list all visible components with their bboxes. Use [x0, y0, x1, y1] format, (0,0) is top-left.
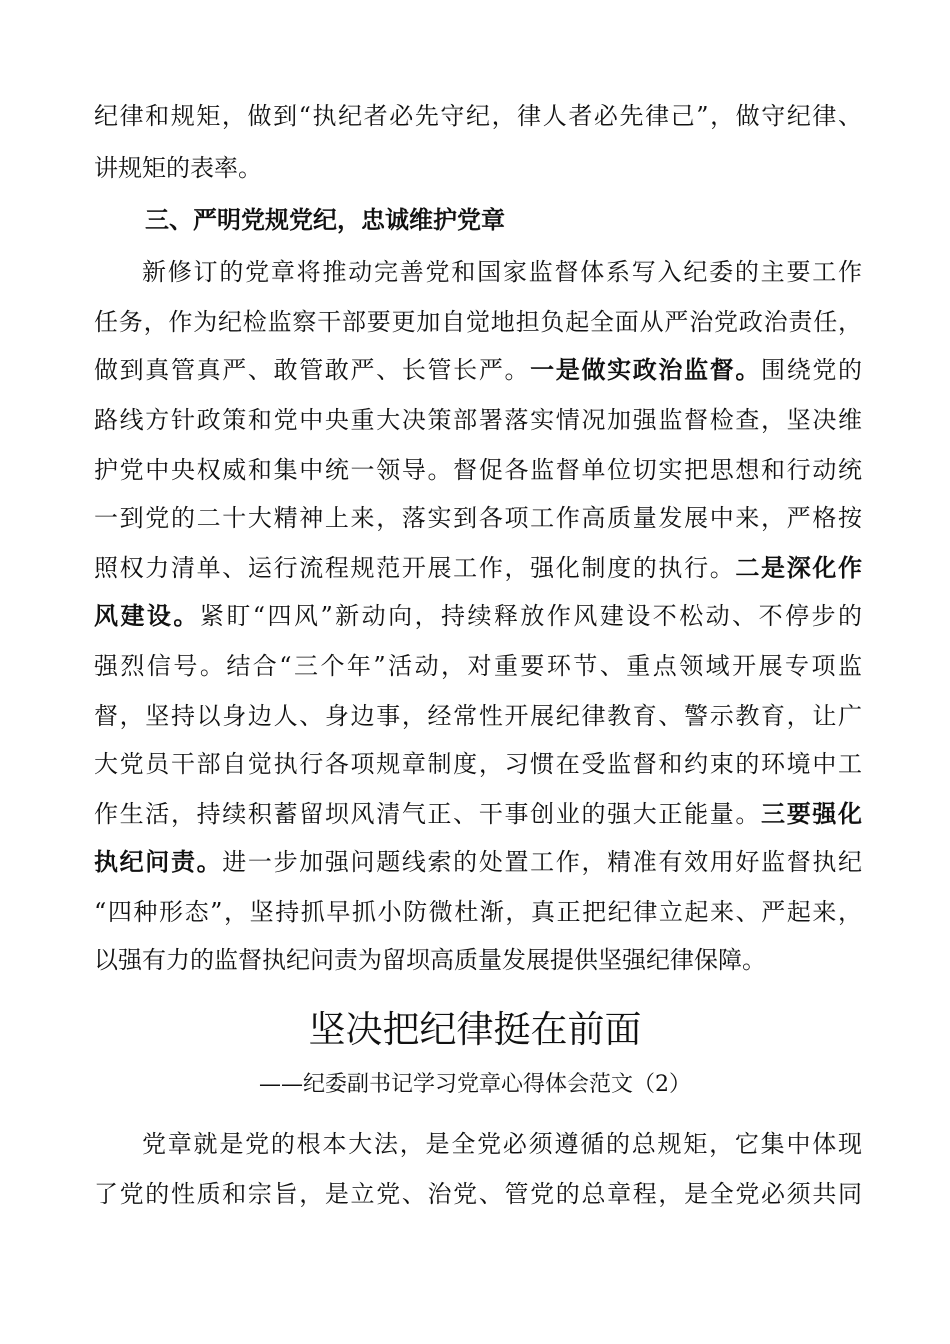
section-heading: 三、严明党规党纪，忠诚维护党章: [145, 206, 505, 234]
paragraph-line: 了党的性质和宗旨，是立党、治党、管党的总章程，是全党必须共同: [94, 1180, 862, 1208]
body-text: 作生活，持续积蓄留坝风清气正、干事创业的强大正能量。: [94, 800, 762, 828]
bold-lead-text: 三要强化: [761, 800, 863, 828]
paragraph-line: 一到党的二十大精神上来，落实到各项工作高质量发展中来，严格按: [94, 504, 862, 532]
article-subtitle: ——纪委副书记学习党章心得体会范文（2）: [259, 1072, 691, 1097]
paragraph-line: 大党员干部自觉执行各项规章制度，习惯在受监督和约束的环境中工: [94, 750, 862, 778]
paragraph-line: [94, 354, 862, 386]
paragraph-line: 任务，作为纪检监察干部要更加自觉地担负起全面从严治党政治责任，: [94, 308, 862, 336]
paragraph-line: [94, 600, 862, 632]
paragraph-line: 路线方针政策和党中央重大决策部署落实情况加强监督检查，坚决维: [94, 406, 862, 434]
body-text: 进一步加强问题线索的处置工作，精准有效用好监督执纪: [222, 848, 863, 876]
body-text: 紧盯“四风”新动向，持续释放作风建设不松动、不停步的: [199, 602, 862, 630]
paragraph-line: 纪律和规矩，做到“执纪者必先守纪，律人者必先律己”，做守纪律、: [94, 102, 862, 130]
body-text: 做到真管真严、敢管敢严、长管长严。: [94, 356, 531, 384]
body-text: 围绕党的: [761, 356, 863, 384]
paragraph-line: 以强有力的监督执纪问责为留坝高质量发展提供坚强纪律保障。: [94, 946, 766, 974]
paragraph-line: 护党中央权威和集中统一领导。督促各监督单位切实把思想和行动统: [94, 456, 862, 484]
paragraph-line: “四种形态”，坚持抓早抓小防微杜渐，真正把纪律立起来、严起来，: [94, 898, 862, 926]
paragraph-line: 强烈信号。结合“三个年”活动，对重要环节、重点领域开展专项监: [94, 652, 862, 680]
body-text: 照权力清单、运行流程规范开展工作，强化制度的执行。: [94, 554, 736, 582]
paragraph-line: [94, 846, 862, 878]
paragraph-line: 新修订的党章将推动完善党和国家监督体系写入纪委的主要工作: [142, 258, 862, 286]
paragraph-line: [94, 798, 862, 830]
bold-lead-text: 一是做实政治监督。: [530, 356, 762, 384]
paragraph-line: 党章就是党的根本大法，是全党必须遵循的总规矩，它集中体现: [142, 1130, 862, 1158]
paragraph-line: 讲规矩的表率。: [94, 154, 262, 182]
bold-lead-text: 风建设。: [94, 602, 200, 630]
bold-lead-text: 二是深化作: [735, 554, 863, 582]
article-title: 坚决把纪律挺在前面: [308, 1008, 642, 1051]
paragraph-line: [94, 552, 862, 584]
bold-lead-text: 执纪问责。: [94, 848, 223, 876]
paragraph-line: 督，坚持以身边人、身边事，经常性开展纪律教育、警示教育，让广: [94, 702, 862, 730]
